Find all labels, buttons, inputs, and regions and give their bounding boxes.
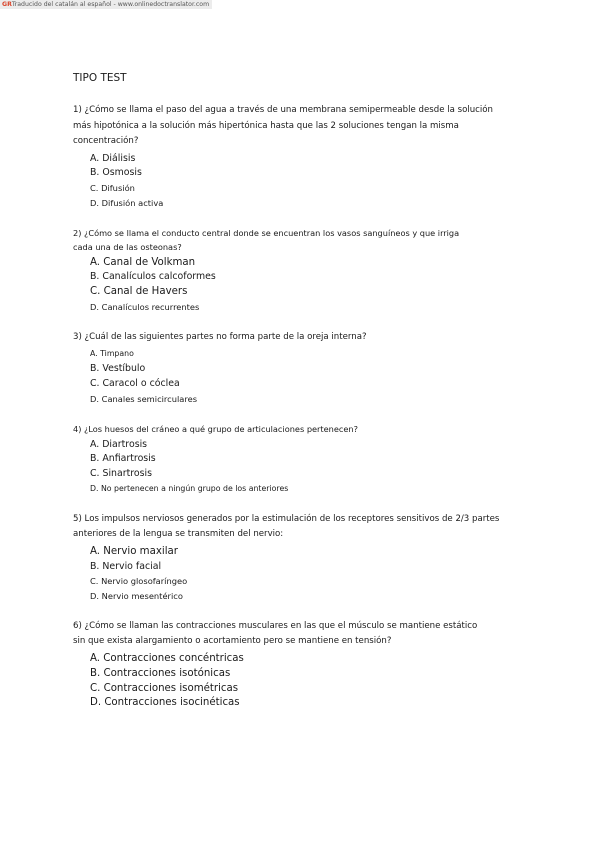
question-6	[73, 619, 533, 711]
document-page	[73, 72, 533, 726]
answer-option-b: B. Osmosis	[90, 167, 142, 179]
question-text	[73, 103, 533, 150]
question-line: concentración?	[73, 136, 139, 146]
translation-banner	[0, 0, 212, 9]
answer-option-c: C. Canal de Havers	[90, 286, 188, 298]
answer-option-d: D. Contracciones isocinéticas	[90, 697, 240, 709]
question-line: 3) ¿Cuál de las siguientes partes no forma parte de la oreja interna?	[73, 331, 367, 342]
question-text	[73, 330, 533, 346]
question-text	[73, 512, 533, 543]
answer-option-b: B. Canalículos calcoformes	[90, 271, 216, 283]
answer-options	[90, 256, 533, 315]
question-line: 6) ¿Cómo se llaman las contracciones musculares en las que el músculo se mantiene estático	[73, 620, 478, 631]
question-2	[73, 226, 533, 315]
translation-banner-text: Traducido del catalán al español - www.onlinedoctranslator.com	[11, 1, 210, 8]
answer-option-c: C. Sinartrosis	[90, 468, 153, 480]
answer-option-d: D. Difusión activa	[90, 197, 164, 208]
question-line: sin que exista alargamiento o acortamiento pero se mantiene en tensión?	[73, 636, 392, 647]
question-text	[73, 226, 533, 254]
answer-option-b: B. Contracciones isotónicas	[90, 667, 231, 679]
answer-option-b: B. Anfiartrosis	[90, 453, 156, 465]
answer-option-a: A. Diartrosis	[90, 438, 148, 450]
document-title: TIPO TEST	[73, 72, 127, 84]
answer-option-a: A. Contracciones concéntricas	[90, 652, 244, 664]
answer-option-a: A. Timpano	[90, 349, 134, 359]
answer-option-c: C. Difusión	[90, 183, 135, 194]
question-3	[73, 330, 533, 407]
answer-options	[90, 438, 533, 497]
answer-option-d: D. Canales semicirculares	[90, 393, 198, 404]
question-line: 1) ¿Cómo se llama el paso del agua a través de una membrana semipermeable desde la solución	[73, 105, 494, 115]
answer-option-d: D. Nervio mesentérico	[90, 591, 183, 602]
answer-option-c: C. Caracol o cóclea	[90, 377, 180, 389]
question-text	[73, 619, 533, 650]
question-4	[73, 422, 533, 497]
question-line: 5) Los impulsos nerviosos generados por la estimulación de los receptores sensitivos de 2/3 partes	[73, 513, 500, 524]
answer-options	[90, 347, 533, 406]
answer-option-d: D. No pertenecen a ningún grupo de los anteriores	[90, 483, 289, 493]
question-5	[73, 512, 533, 604]
answer-option-c: C. Contracciones isométricas	[90, 682, 239, 694]
question-line: 2) ¿Cómo se llama el conducto central donde se encuentran los vasos sanguíneos y que irriga	[73, 227, 460, 238]
question-line: cada una de las osteonas?	[73, 241, 182, 252]
answer-option-a: A. Diálisis	[90, 152, 136, 164]
answer-option-b: B. Nervio facial	[90, 560, 162, 572]
question-line: 4) ¿Los huesos del cráneo a qué grupo de articulaciones pertenecen?	[73, 423, 358, 434]
answer-options	[90, 652, 533, 711]
question-line: más hipotónica a la solución más hipertónica hasta que las 2 soluciones tengan la misma	[73, 120, 459, 131]
answer-options	[90, 545, 533, 604]
answer-option-a: A. Canal de Volkman	[90, 256, 196, 268]
answer-options	[90, 152, 533, 211]
question-text	[73, 422, 533, 436]
answer-option-a: A. Nervio maxilar	[90, 545, 178, 557]
answer-option-c: C. Nervio glosofaríngeo	[90, 576, 188, 587]
translator-logo-icon: GR	[2, 1, 12, 8]
answer-option-d: D. Canalículos recurrentes	[90, 302, 200, 313]
answer-option-b: B. Vestíbulo	[90, 363, 146, 375]
question-1	[73, 103, 533, 211]
question-line: anteriores de la lengua se transmiten del nervio:	[73, 529, 284, 540]
